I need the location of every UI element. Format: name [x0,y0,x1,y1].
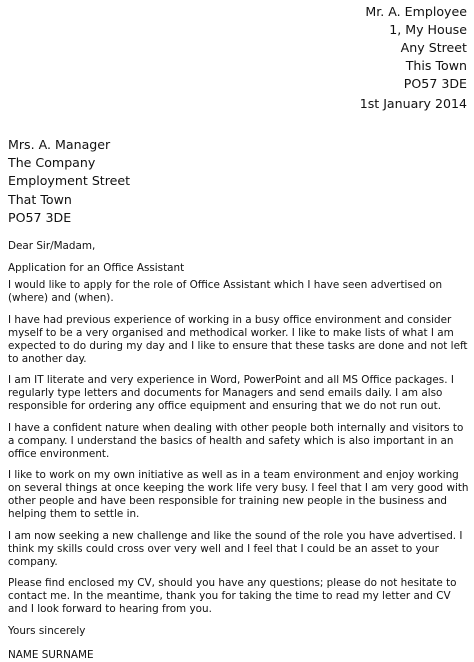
sender-address-block [247,3,467,93]
closing: Yours sincerely [8,624,86,637]
letter-date: 1st January 2014 [359,96,467,111]
body-paragraph: I would like to apply for the role of Office Assistant which I have seen advertised on (where) and (when). [8,279,443,305]
recipient-address-line: That Town [8,191,72,207]
sender-address-line: 1, My House [389,22,467,37]
salutation: Dear Sir/Madam, [8,240,96,252]
body-paragraph: I have a confident nature when dealing with other people both internally and visitors to a company. I understand the basics of health and safety which is also important in an office environment. [8,421,464,460]
letter-body [8,240,470,662]
sender-address-line: Any Street [400,40,467,55]
signature-name: NAME SURNAME [8,648,94,661]
recipient-address-line: The Company [8,155,96,171]
recipient-address-line: PO57 3DE [8,209,72,225]
body-paragraph: I am IT literate and very experience in Word, PowerPoint and all MS Office packages. I regularly type letters and documents for Managers and send emails daily. I am also responsible for ordering any office equipment and ensuring that we do not run out. [8,374,454,413]
sender-address-line: PO57 3DE [403,76,467,91]
recipient-address-block [8,136,308,227]
recipient-name: Mrs. A. Manager [8,137,111,152]
body-paragraph: I have had previous experience of working in a busy office environment and consider myself to be a very organised and methodical worker. I like to make lists of what I am expected to do during my day and I like to ensure that these tasks are done and not left to another day. [8,314,468,365]
sender-name: Mr. A. Employee [365,4,467,19]
body-paragraph: I am now seeking a new challenge and like the sound of the role you have advertised. I think my skills could cross over very well and I feel that I could be an asset to your company. [8,529,463,568]
body-paragraph: Please find enclosed my CV, should you have any questions; please do not hesitate to contact me. In the meantime, thank you for taking the time to read my letter and CV and I look forward to hearing from you. [8,577,457,616]
subject-line: Application for an Office Assistant [8,261,185,274]
sender-address-line: This Town [405,58,467,73]
body-paragraph: I like to work on my own initiative as well as in a team environment and enjoy working on several things at once keeping the work life very busy. I feel that I am very good with other people and have been responsible for training new people in the business and helping them to settle in. [8,469,469,521]
recipient-address-line: Employment Street [8,173,131,189]
